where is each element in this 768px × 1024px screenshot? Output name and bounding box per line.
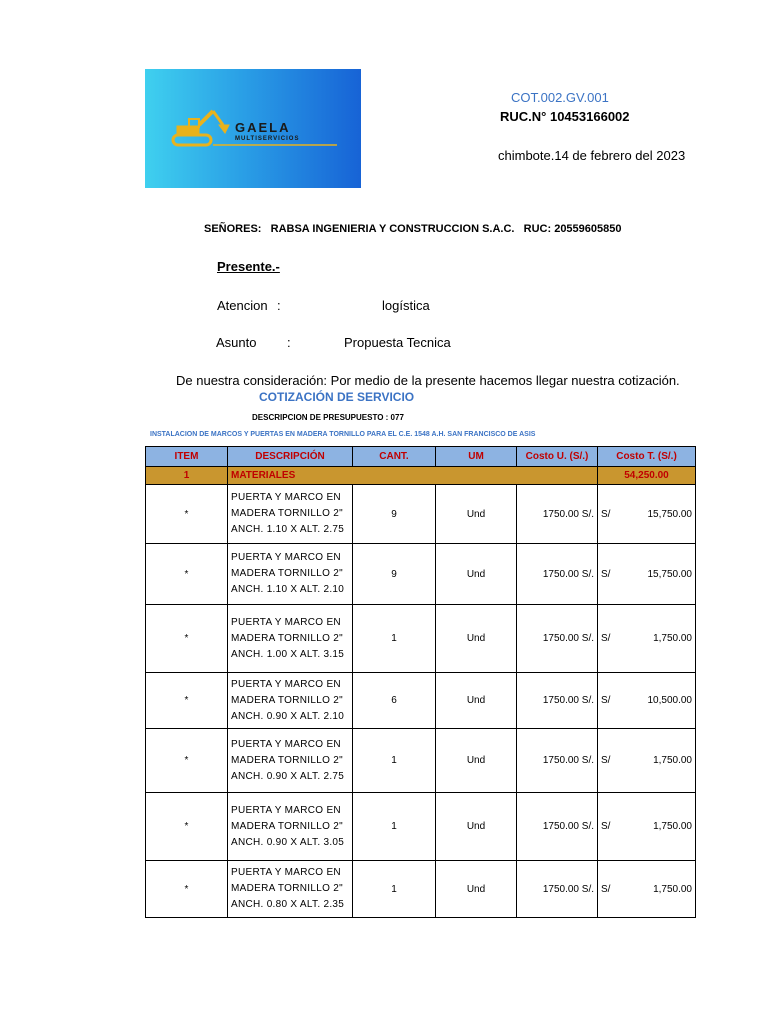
header-quantity: CANT.	[353, 447, 436, 467]
presente-label: Presente.-	[217, 259, 280, 274]
category-total: 54,250.00	[598, 467, 696, 485]
row-currency: S/	[598, 673, 615, 729]
row-unit: Und	[436, 544, 517, 605]
description-line: ANCH. 0.90 X ALT. 2.75	[231, 770, 345, 782]
project-title: INSTALACION DE MARCOS Y PUERTAS EN MADERA TORNILLO PARA EL C.E. 1548 A.H. SAN FRANCISCO DE ASIS	[150, 431, 536, 438]
row-item: *	[146, 605, 228, 673]
row-unit-cost: 1750.00 S/.	[517, 544, 598, 605]
row-total: 1,750.00	[615, 729, 696, 793]
document-date: chimbote.14 de febrero del 2023	[498, 148, 686, 163]
row-total: 15,750.00	[615, 485, 696, 544]
row-item: *	[146, 729, 228, 793]
header-description: DESCRIPCIÓN	[228, 447, 353, 467]
description-line: PUERTA Y MARCO EN	[231, 616, 341, 628]
table-row	[146, 793, 696, 861]
row-description	[228, 861, 353, 918]
section-title: COTIZACIÓN DE SERVICIO	[259, 390, 415, 404]
row-description	[228, 544, 353, 605]
description-line: ANCH. 1.00 X ALT. 3.15	[231, 648, 345, 660]
row-quantity: 9	[353, 485, 436, 544]
asunto-colon: :	[287, 335, 291, 350]
row-total: 1,750.00	[615, 793, 696, 861]
row-unit-cost: 1750.00 S/.	[517, 673, 598, 729]
description-line: PUERTA Y MARCO EN	[231, 738, 341, 750]
header-item: ITEM	[146, 447, 228, 467]
description-line: MADERA TORNILLO 2"	[231, 568, 343, 579]
category-row	[146, 467, 696, 485]
row-unit-cost: 1750.00 S/.	[517, 861, 598, 918]
row-unit: Und	[436, 605, 517, 673]
description-line: MADERA TORNILLO 2"	[231, 883, 343, 894]
row-unit: Und	[436, 673, 517, 729]
description-line: ANCH. 0.90 X ALT. 2.10	[231, 710, 345, 722]
description-line: ANCH. 1.10 X ALT. 2.75	[231, 524, 345, 535]
table-row	[146, 729, 696, 793]
row-currency: S/	[598, 544, 615, 605]
row-currency: S/	[598, 605, 615, 673]
row-description	[228, 485, 353, 544]
description-line: PUERTA Y MARCO EN	[231, 552, 341, 563]
logo-brand: GAELA	[235, 120, 291, 135]
row-currency: S/	[598, 793, 615, 861]
row-unit-cost: 1750.00 S/.	[517, 485, 598, 544]
description-line: PUERTA Y MARCO EN	[231, 492, 341, 503]
row-currency: S/	[598, 861, 615, 918]
quote-code: COT.002.GV.001	[511, 90, 609, 105]
row-unit: Und	[436, 485, 517, 544]
row-description	[228, 673, 353, 729]
row-quantity: 6	[353, 673, 436, 729]
row-total: 15,750.00	[615, 544, 696, 605]
description-line: ANCH. 0.80 X ALT. 2.35	[231, 899, 345, 910]
quotation-table	[145, 446, 696, 918]
ruc-number: RUC.N° 10453166002	[500, 109, 630, 124]
description-line: PUERTA Y MARCO EN	[231, 678, 341, 690]
row-currency: S/	[598, 729, 615, 793]
row-unit: Und	[436, 793, 517, 861]
description-line: ANCH. 1.10 X ALT. 2.10	[231, 584, 345, 595]
table-row	[146, 673, 696, 729]
row-total: 1,750.00	[615, 605, 696, 673]
row-unit-cost: 1750.00 S/.	[517, 729, 598, 793]
logo-tagline: MULTISERVICIOS	[235, 136, 300, 142]
asunto-label: Asunto	[216, 335, 257, 350]
asunto-value: Propuesta Tecnica	[344, 335, 451, 350]
row-quantity: 1	[353, 861, 436, 918]
row-quantity: 1	[353, 729, 436, 793]
description-line: PUERTA Y MARCO EN	[231, 867, 341, 878]
description-line: MADERA TORNILLO 2"	[231, 754, 343, 766]
category-name: MATERIALES	[228, 467, 517, 485]
row-item: *	[146, 485, 228, 544]
row-description	[228, 793, 353, 861]
row-item: *	[146, 861, 228, 918]
header-total-cost: Costo T. (S/.)	[598, 447, 696, 467]
category-item: 1	[146, 467, 228, 485]
budget-description: DESCRIPCION DE PRESUPUESTO : 077	[252, 413, 404, 422]
table-row	[146, 485, 696, 544]
row-quantity: 1	[353, 793, 436, 861]
row-item: *	[146, 793, 228, 861]
row-description	[228, 605, 353, 673]
atencion-value: logística	[382, 298, 430, 313]
atencion-label: Atencion	[217, 298, 268, 313]
row-unit-cost: 1750.00 S/.	[517, 793, 598, 861]
row-unit: Und	[436, 861, 517, 918]
description-line: MADERA TORNILLO 2"	[231, 820, 343, 832]
category-spacer	[517, 467, 598, 485]
description-line: MADERA TORNILLO 2"	[231, 694, 343, 706]
header-unit: UM	[436, 447, 517, 467]
atencion-colon: :	[277, 298, 281, 313]
header-unit-cost: Costo U. (S/.)	[517, 447, 598, 467]
description-line: MADERA TORNILLO 2"	[231, 508, 343, 519]
row-unit: Und	[436, 729, 517, 793]
table-row	[146, 544, 696, 605]
row-unit-cost: 1750.00 S/.	[517, 605, 598, 673]
row-total: 1,750.00	[615, 861, 696, 918]
description-line: PUERTA Y MARCO EN	[231, 804, 341, 816]
company-logo	[145, 69, 361, 188]
client-line: SEÑORES: RABSA INGENIERIA Y CONSTRUCCION S.A.C. RUC: 20559605850	[204, 223, 622, 235]
row-currency: S/	[598, 485, 615, 544]
row-item: *	[146, 673, 228, 729]
row-description	[228, 729, 353, 793]
row-quantity: 9	[353, 544, 436, 605]
row-item: *	[146, 544, 228, 605]
description-line: ANCH. 0.90 X ALT. 3.05	[231, 836, 345, 848]
table-header-row	[146, 447, 696, 467]
row-total: 10,500.00	[615, 673, 696, 729]
intro-paragraph: De nuestra consideración: Por medio de la presente hacemos llegar nuestra cotización.	[176, 373, 680, 388]
description-line: MADERA TORNILLO 2"	[231, 632, 343, 644]
row-quantity: 1	[353, 605, 436, 673]
table-row	[146, 861, 696, 918]
table-row	[146, 605, 696, 673]
